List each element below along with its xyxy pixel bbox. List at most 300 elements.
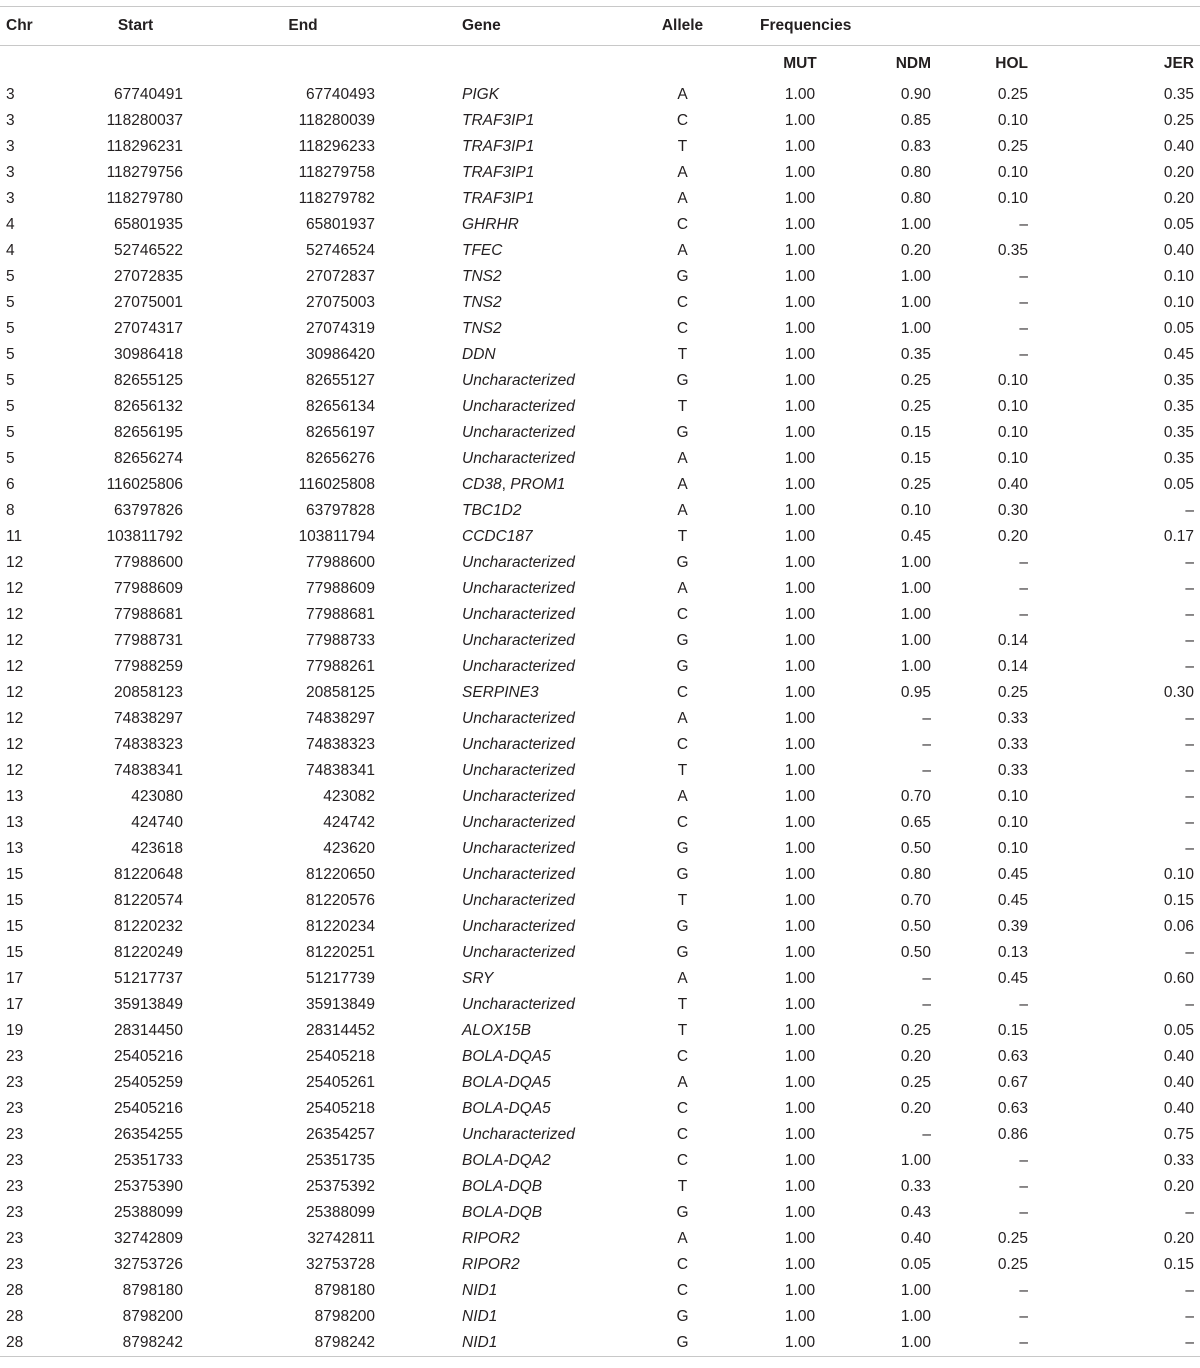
cell-jer: 0.40 [1163,242,1194,259]
gene-separator: , [501,476,511,493]
cell-mut: 1.00 [784,528,816,545]
cell-hol: 0.25 [997,86,1028,103]
cell-start: 65801935 [114,216,183,233]
cell-ndm: 1.00 [900,216,931,233]
cell-gene: Uncharacterized [462,398,575,415]
cell-jer: – [1185,1204,1194,1221]
cell-end: 26354257 [306,1126,375,1143]
cell-hol: – [1019,294,1028,311]
cell-gene: Uncharacterized [462,658,575,675]
cell-jer: 0.05 [1163,216,1194,233]
cell-end: 81220234 [306,918,375,935]
cell-chr: 5 [6,294,15,311]
cell-hol: – [950,1330,1075,1357]
cell-chr: 13 [6,814,24,831]
cell-mut: 1.00 [784,268,816,285]
cell-ndm: 1.00 [900,1152,931,1169]
cell-mut: 1.00 [784,918,816,935]
cell-hol: 0.33 [997,710,1028,727]
cell-ndm: 0.83 [900,138,931,155]
cell-allele: C [676,294,689,311]
cell-start: 423080 [131,788,183,805]
table-row [0,940,1200,966]
cell-chr: 5 [6,372,15,389]
cell-ndm: 0.35 [900,346,931,363]
cell-hol: 0.33 [997,762,1028,779]
cell-allele: A [677,190,688,207]
cell-jer: 0.05 [1163,1022,1194,1039]
cell-mut: 1.00 [784,502,816,519]
header-end: End [201,7,405,46]
cell-gene: TNS2 [462,294,502,311]
cell-ndm: 0.80 [900,190,931,207]
table-row [0,472,1200,498]
cell-gene: GHRHR [462,216,519,233]
cell-start: 26354255 [114,1126,183,1143]
cell-hol: 0.20 [997,528,1028,545]
cell-jer: 0.75 [1163,1126,1194,1143]
cell-hol: – [1019,554,1028,571]
cell-ndm: 1.00 [900,606,931,623]
cell-start: 8798200 [122,1308,183,1325]
table-row [0,888,1200,914]
cell-jer: – [1185,1308,1194,1325]
cell-gene [405,472,615,498]
cell-chr: 28 [0,1330,70,1357]
table-row [0,134,1200,160]
cell-chr: 13 [6,840,24,857]
cell-end: 118280039 [298,112,375,129]
table-row [0,810,1200,836]
cell-jer: 0.05 [1163,476,1194,493]
cell-hol: – [1019,606,1028,623]
cell-end: 63797828 [306,502,375,519]
cell-mut: 1.00 [784,1256,816,1273]
table-row [0,1070,1200,1096]
gene-name: PROM1 [510,476,566,493]
cell-allele: T [677,1178,688,1195]
header-start: Start [70,7,201,46]
cell-chr: 3 [6,138,15,155]
cell-chr: 23 [6,1178,24,1195]
cell-mut: 1.00 [784,1230,816,1247]
cell-ndm: – [922,762,931,779]
header-mut: MUT [783,55,817,72]
cell-ndm: 1.00 [900,580,931,597]
cell-chr: 12 [6,606,24,623]
cell-end: 82656197 [306,424,375,441]
cell-end: 8798180 [314,1282,375,1299]
cell-allele: C [676,736,689,753]
cell-chr: 4 [6,242,15,259]
cell-hol: 0.10 [997,398,1028,415]
cell-chr: 23 [6,1074,24,1091]
cell-start: 20858123 [114,684,183,701]
cell-start: 8798242 [70,1330,201,1357]
cell-chr: 5 [6,450,15,467]
cell-chr: 15 [6,918,24,935]
cell-gene: Uncharacterized [462,372,575,389]
cell-jer: – [1185,996,1194,1013]
header-ndm: NDM [895,55,931,72]
cell-gene: Uncharacterized [462,814,575,831]
cell-start: 103811792 [106,528,183,545]
cell-jer: – [1185,814,1194,831]
subheader-row [0,46,1200,83]
cell-mut: 1.00 [784,320,816,337]
cell-ndm: 0.20 [900,1048,931,1065]
cell-start: 82655125 [114,372,183,389]
cell-hol: 0.10 [997,788,1028,805]
cell-mut: 1.00 [784,216,816,233]
table-row [0,446,1200,472]
cell-mut: 1.00 [784,1308,816,1325]
cell-chr: 23 [6,1126,24,1143]
cell-allele: A [677,86,688,103]
cell-allele: T [677,138,688,155]
cell-hol: – [1019,320,1028,337]
cell-gene: Uncharacterized [462,606,575,623]
cell-start: 25405216 [114,1048,183,1065]
cell-start: 32753726 [114,1256,183,1273]
table-row [0,108,1200,134]
cell-ndm: 0.45 [900,528,931,545]
cell-gene: NID1 [462,1282,498,1299]
cell-mut: 1.00 [784,424,816,441]
cell-start: 74838341 [114,762,183,779]
table-row [0,290,1200,316]
cell-end: 423620 [323,840,375,857]
cell-hol: 0.25 [997,1230,1028,1247]
cell-jer: – [1185,606,1194,623]
cell-jer: 0.35 [1163,450,1194,467]
cell-chr: 17 [6,970,24,987]
cell-chr: 23 [6,1256,24,1273]
cell-allele: A [677,242,688,259]
cell-jer: 0.30 [1163,684,1194,701]
cell-mut: 1.00 [784,86,816,103]
cell-end: 28314452 [306,1022,375,1039]
cell-gene: CCDC187 [462,528,533,545]
cell-start: 8798180 [122,1282,183,1299]
cell-end: 103811794 [298,528,375,545]
cell-chr: 11 [6,528,23,545]
cell-mut: 1.00 [784,866,816,883]
cell-jer: – [1185,762,1194,779]
cell-start: 25405259 [114,1074,183,1091]
cell-gene: Uncharacterized [462,866,575,883]
cell-gene: Uncharacterized [462,736,575,753]
cell-ndm: 0.85 [900,112,931,129]
cell-ndm: – [922,996,931,1013]
cell-jer: – [1075,1330,1200,1357]
cell-mut: 1.00 [784,190,816,207]
table-row [0,602,1200,628]
cell-ndm: 0.15 [900,424,931,441]
cell-chr: 6 [6,476,15,493]
cell-hol: – [1019,346,1028,363]
header-hol: HOL [995,55,1028,72]
table-row [0,1200,1200,1226]
cell-allele: C [676,216,689,233]
cell-allele: G [676,918,689,935]
cell-jer: – [1185,736,1194,753]
cell-ndm: 1.00 [900,294,931,311]
cell-end: 32742811 [307,1230,375,1247]
cell-mut: 1.00 [784,1100,816,1117]
table-row [0,1096,1200,1122]
cell-gene: Uncharacterized [462,788,575,805]
cell-chr: 5 [6,268,15,285]
cell-jer: 0.05 [1163,320,1194,337]
cell-gene: TNS2 [462,268,502,285]
cell-gene: TRAF3IP1 [462,164,535,181]
cell-ndm: 0.15 [900,450,931,467]
cell-mut: 1.00 [784,554,816,571]
cell-ndm: 0.25 [900,398,931,415]
cell-jer: 0.35 [1163,424,1194,441]
table-row [0,316,1200,342]
cell-mut: 1.00 [784,1022,816,1039]
header-chr: Chr [0,7,70,46]
cell-start: 118279780 [106,190,183,207]
cell-jer: – [1185,710,1194,727]
cell-jer: 0.35 [1163,398,1194,415]
cell-mut: 1.00 [784,372,816,389]
cell-allele: C [676,1152,689,1169]
cell-hol: – [1019,1178,1028,1195]
cell-allele: C [676,1126,689,1143]
cell-start: 118280037 [106,112,183,129]
cell-chr: 5 [6,398,15,415]
cell-allele: C [676,1048,689,1065]
cell-jer: 0.35 [1163,372,1194,389]
cell-mut: 1.00 [784,736,816,753]
cell-allele: C [676,606,689,623]
cell-jer: 0.20 [1163,1230,1194,1247]
cell-allele: T [677,996,688,1013]
cell-gene: Uncharacterized [462,554,575,571]
cell-end: 25388099 [306,1204,375,1221]
cell-ndm: 0.90 [900,86,931,103]
cell-hol: 0.10 [997,164,1028,181]
cell-mut: 1.00 [784,1048,816,1065]
cell-allele: C [676,320,689,337]
cell-jer: 0.15 [1163,892,1194,909]
cell-gene: TRAF3IP1 [462,112,535,129]
cell-gene: NID1 [462,1308,498,1325]
cell-hol: – [1019,216,1028,233]
cell-mut: 1.00 [784,944,816,961]
table-row [0,914,1200,940]
cell-jer: – [1185,658,1194,675]
cell-chr: 17 [6,996,24,1013]
cell-mut: 1.00 [784,684,816,701]
cell-end: 30986420 [306,346,375,363]
cell-jer: – [1185,502,1194,519]
table-row [0,368,1200,394]
cell-hol: – [1019,1204,1028,1221]
cell-hol: 0.39 [997,918,1028,935]
cell-hol: 0.63 [997,1048,1028,1065]
table-row [0,342,1200,368]
cell-end: 118296233 [298,138,375,155]
cell-jer: 0.06 [1163,918,1194,935]
cell-end: 52746524 [306,242,375,259]
cell-start: 77988259 [114,658,183,675]
cell-hol: 0.14 [997,658,1028,675]
cell-end: 25351735 [306,1152,375,1169]
table-row [0,654,1200,680]
cell-end: 20858125 [306,684,375,701]
table-row [0,1304,1200,1330]
cell-mut: 1.00 [784,814,816,831]
cell-ndm: 1.00 [900,1308,931,1325]
cell-chr: 15 [6,944,24,961]
cell-mut: 1.00 [784,580,816,597]
cell-ndm: 0.50 [900,840,931,857]
cell-gene: BOLA-DQA5 [462,1048,551,1065]
cell-mut: 1.00 [784,294,816,311]
cell-ndm: 0.20 [900,1100,931,1117]
cell-gene: NID1 [405,1330,615,1357]
cell-mut: 1.00 [784,138,816,155]
cell-chr: 12 [6,684,24,701]
cell-start: 81220232 [114,918,183,935]
cell-mut: 1.00 [784,762,816,779]
cell-chr: 12 [6,658,24,675]
cell-hol: – [1019,1282,1028,1299]
cell-allele: G [676,424,689,441]
cell-allele: A [677,164,688,181]
cell-chr: 5 [6,346,15,363]
cell-chr: 12 [6,632,24,649]
cell-end: 74838341 [306,762,375,779]
cell-mut: 1.00 [784,970,816,987]
cell-hol: – [1019,268,1028,285]
cell-gene: TFEC [462,242,503,259]
cell-gene: BOLA-DQB [462,1178,543,1195]
cell-gene: DDN [462,346,496,363]
cell-end: 74838323 [306,736,375,753]
cell-jer: 0.20 [1163,190,1194,207]
table-row [0,524,1200,550]
table-row [0,550,1200,576]
cell-start: 35913849 [114,996,183,1013]
cell-allele: C [676,112,689,129]
header-row [0,7,1200,46]
cell-chr: 23 [6,1100,24,1117]
table-row [0,1278,1200,1304]
cell-end: 82656276 [306,450,375,467]
cell-end: 118279758 [298,164,375,181]
cell-end: 27072837 [306,268,375,285]
table-row [0,784,1200,810]
cell-chr: 3 [6,112,15,129]
cell-jer: 0.20 [1163,1178,1194,1195]
cell-allele: C [676,1100,689,1117]
cell-gene: RIPOR2 [462,1256,520,1273]
cell-ndm: 0.95 [900,684,931,701]
cell-mut: 1.00 [784,1282,816,1299]
cell-hol: 0.10 [997,840,1028,857]
cell-mut: 1.00 [784,710,816,727]
cell-allele: G [676,372,689,389]
cell-jer: – [1185,554,1194,571]
cell-jer: 0.17 [1163,528,1194,545]
table-row [0,498,1200,524]
cell-chr: 23 [6,1230,24,1247]
cell-chr: 5 [6,424,15,441]
cell-ndm: 0.80 [900,866,931,883]
cell-chr: 23 [6,1048,24,1065]
cell-allele: A [677,1074,688,1091]
cell-mut: 1.00 [784,1126,816,1143]
cell-hol: 0.10 [997,112,1028,129]
cell-jer: 0.60 [1163,970,1194,987]
cell-jer: 0.25 [1163,112,1194,129]
cell-gene: Uncharacterized [462,762,575,779]
table-row [0,212,1200,238]
cell-mut: 1.00 [784,450,816,467]
cell-ndm: 0.50 [900,918,931,935]
cell-end: 27075003 [306,294,375,311]
cell-allele: G [676,866,689,883]
table-row [0,82,1200,108]
cell-allele: G [676,840,689,857]
cell-jer: 0.10 [1163,268,1194,285]
cell-allele: G [676,1308,689,1325]
cell-hol: 0.25 [997,1256,1028,1273]
cell-mut: 1.00 [784,996,816,1013]
cell-chr: 28 [6,1308,24,1325]
cell-allele: G [676,658,689,675]
cell-mut: 1.00 [784,398,816,415]
cell-jer: – [1185,840,1194,857]
cell-start: 51217737 [114,970,183,987]
cell-jer: 0.10 [1163,866,1194,883]
cell-allele: G [676,1204,689,1221]
cell-mut: 1.00 [784,840,816,857]
cell-allele: A [677,450,688,467]
cell-end: 81220251 [306,944,375,961]
table-row [0,1226,1200,1252]
cell-gene: BOLA-DQA5 [462,1074,551,1091]
cell-hol: 0.25 [997,138,1028,155]
cell-chr: 15 [6,892,24,909]
cell-end: 82655127 [306,372,375,389]
cell-mut: 1.00 [784,658,816,675]
cell-ndm: – [922,710,931,727]
cell-hol: – [1019,580,1028,597]
table-row [0,706,1200,732]
cell-start: 81220648 [114,866,183,883]
cell-start: 25405216 [114,1100,183,1117]
cell-start: 74838297 [114,710,183,727]
cell-end: 25405218 [306,1100,375,1117]
cell-ndm: 0.25 [900,476,931,493]
cell-jer: – [1185,944,1194,961]
cell-allele: G [615,1330,750,1357]
cell-mut: 1.00 [784,606,816,623]
cell-end: 118279782 [298,190,375,207]
cell-end: 81220650 [306,866,375,883]
cell-allele: C [676,1256,689,1273]
cell-hol: 0.10 [997,424,1028,441]
cell-chr: 3 [6,164,15,181]
cell-ndm: – [922,736,931,753]
cell-jer: 0.33 [1163,1152,1194,1169]
